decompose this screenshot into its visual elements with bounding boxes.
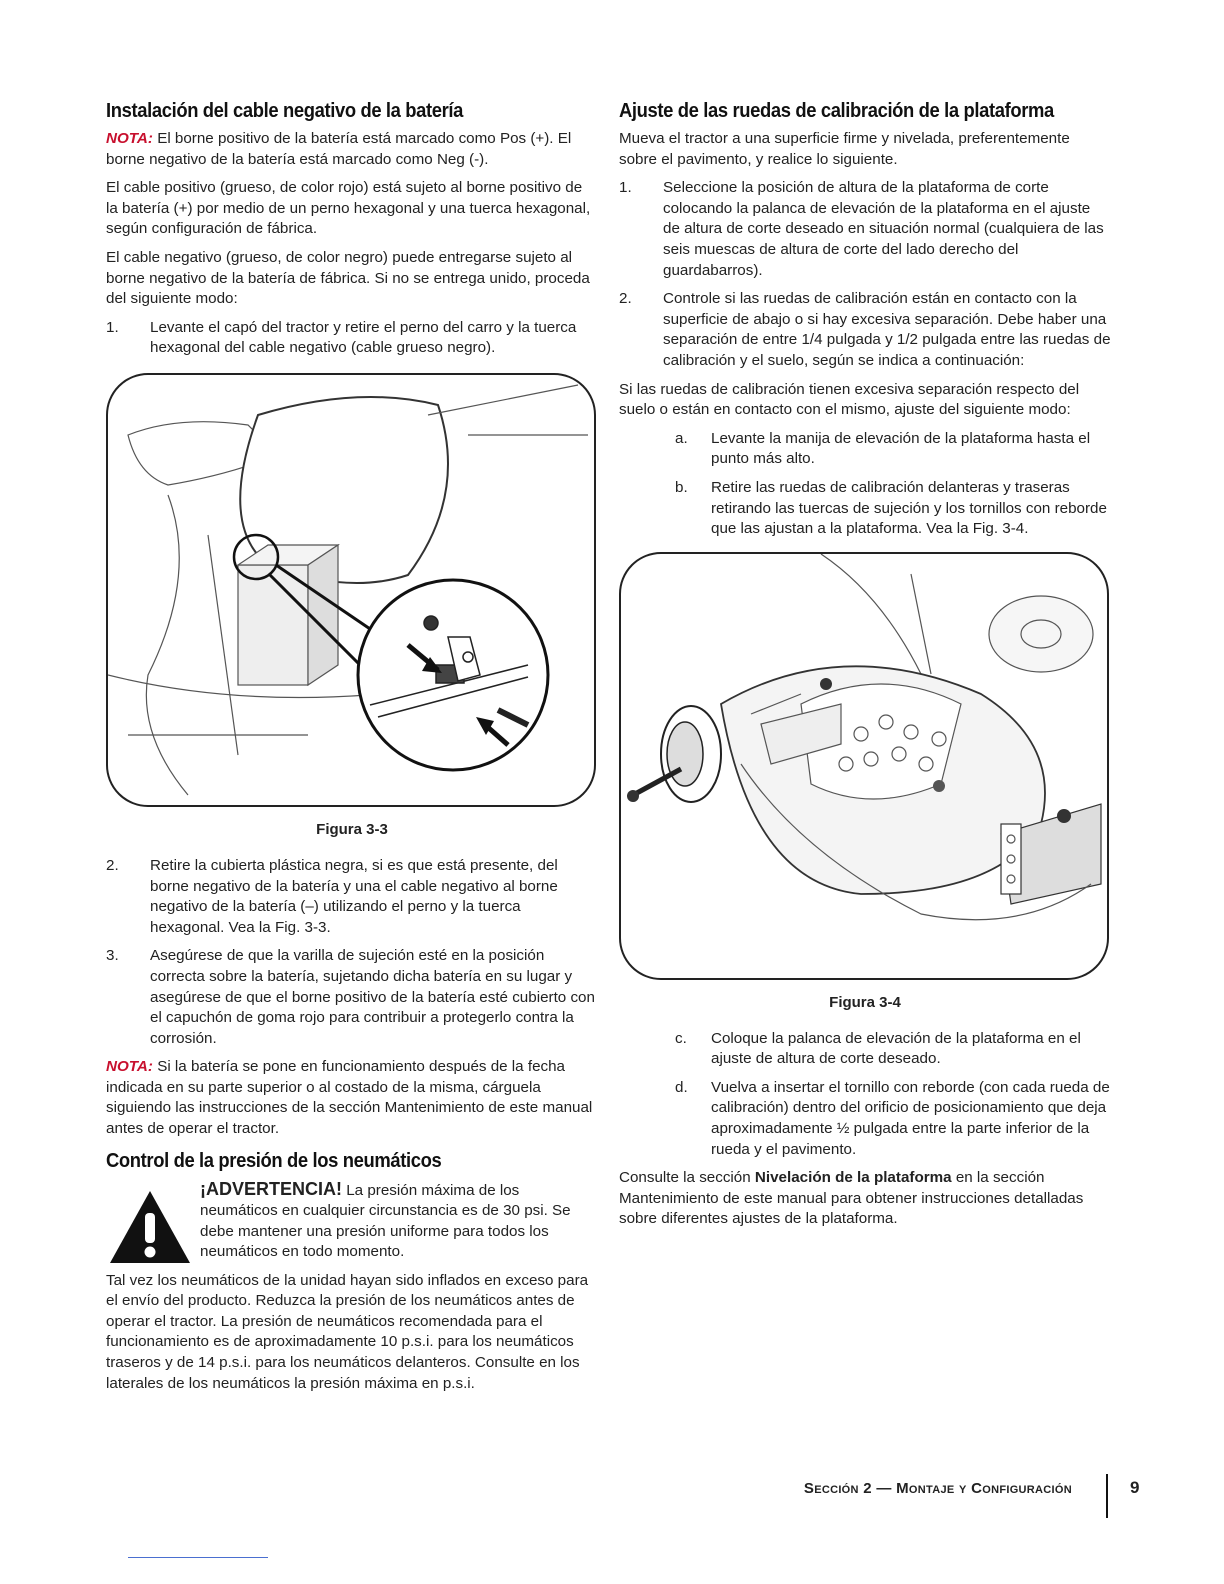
- step-3: [106, 946, 598, 1049]
- step-number: 1.: [106, 318, 119, 336]
- battery-cable-illustration: [108, 375, 594, 805]
- substep-b: [619, 478, 1111, 540]
- step-2: [106, 856, 598, 938]
- step-text: Seleccione la posición de altura de la plataforma de corte colocando la palanca de elevación de la plataforma en el ajuste de altura de corte deseado en situación normal (cualquiera de las seis muescas de altura de corte del lado derecho del guardabarros).: [663, 179, 1104, 279]
- note-text: Si la batería se pone en funcionamiento después de la fecha indicada en su parte superior o al costado de la misma, cárguela siguiendo las instrucciones de la sección Mantenimiento de este manual antes de operar el tractor.: [106, 1058, 593, 1138]
- figure-3-3-caption: Figura 3-3: [316, 820, 388, 838]
- note-battery-charge: [106, 1057, 598, 1139]
- step-number: 2.: [619, 290, 632, 308]
- note-label: NOTA:: [106, 130, 153, 147]
- step-number: 2.: [106, 856, 119, 874]
- page-footer: [0, 1474, 1224, 1514]
- warning-text: [200, 1179, 598, 1263]
- step-1: [106, 318, 598, 359]
- substep-letter: a.: [675, 429, 688, 447]
- paragraph-tire-pressure: Tal vez los neumáticos de la unidad hayan sido inflados en exceso para el envío del producto. Reduzca la presión de los neumáticos antes de operar el tractor. La presión de neumáticos recomendada para el funcionamiento es de aproximadamente 10 p.s.i. para los neumáticos traseros y de 14 p.s.i. para los neumáticos delanteros. Consulte en los laterales de los neumáticos la presión máxima en p.s.i.: [106, 1271, 589, 1392]
- scan-edge-line: [128, 1557, 268, 1558]
- step-text: Asegúrese de que la varilla de sujeción esté en la posición correcta sobre la batería, sujetando dicha batería en su lugar y asegúrese de que el borne positivo de la batería esté cubierto con el capuchón de goma rojo para contribuir a protegerlo contra la corrosión.: [150, 947, 595, 1047]
- substep-letter: c.: [675, 1029, 687, 1047]
- substep-c: [619, 1029, 1111, 1070]
- step-text: Controle si las ruedas de calibración están en contacto con la superficie de abajo o si hay excesiva separación. Debe haber una separación de entre 1/4 pulgada y 1/2 pulgada entre las ruedas de calibración y el suelo, según se indica a continuación:: [663, 290, 1111, 369]
- figure-3-3: [106, 373, 596, 807]
- paragraph-negative-cable: El cable negativo (grueso, de color negro) puede entregarse sujeto al borne negativo de la batería de fábrica. Si no se entrega unido, proceda del siguiente modo:: [106, 248, 590, 308]
- step-number: 3.: [106, 947, 119, 965]
- reference-section-name: Nivelación de la plataforma: [754, 1169, 952, 1187]
- figure-3-4-caption: Figura 3-4: [829, 993, 901, 1011]
- left-column: [106, 100, 598, 1402]
- substep-letter: b.: [675, 478, 688, 496]
- step-text: Levante el capó del tractor y retire el perno del carro y la tuerca hexagonal del cable negativo (cable grueso negro).: [150, 318, 577, 357]
- paragraph-level-surface: Mueva el tractor a una superficie firme y nivelada, preferentemente sobre el pavimento, y realice lo siguiente.: [619, 130, 1070, 168]
- substep-d: [619, 1078, 1111, 1160]
- step-text: Retire la cubierta plástica negra, si es que está presente, del borne negativo de la batería y una el cable negativo al borne negativo de la batería (–) utilizando el perno y la tuerca hexagonal. Vea la Fig. 3-3.: [150, 856, 558, 936]
- warning-block: [106, 1179, 598, 1265]
- note-text: El borne positivo de la batería está marcado como Pos (+). El borne negativo de la batería está marcado como Neg (-).: [106, 130, 572, 168]
- tire-pressure-heading: Control de la presión de los neumáticos: [106, 1149, 442, 1172]
- reference-text-start: Consulte la sección: [619, 1169, 755, 1187]
- page-number: 9: [1130, 1478, 1140, 1497]
- substep-a: [619, 429, 1111, 470]
- note-battery-terminals: [106, 129, 598, 170]
- substep-text: Coloque la palanca de elevación de la plataforma en el ajuste de altura de corte deseado.: [711, 1029, 1081, 1068]
- reference-text-end: en la sección Mantenimiento de este manual para obtener instrucciones detalladas sobre diferentes ajustes de la plataforma.: [619, 1169, 1084, 1228]
- step-1: [619, 178, 1111, 281]
- warning-title: ¡ADVERTENCIA!: [200, 1178, 342, 1199]
- warning-body: La presión máxima de los neumáticos en cualquier circunstancia es de 30 psi. Se debe mantener una presión uniforme para todos los neumáticos en todo momento.: [200, 1181, 571, 1261]
- paragraph-positive-cable: El cable positivo (grueso, de color rojo) está sujeto al borne positivo de la batería (+) por medio de un perno hexagonal y una tuerca hexagonal, según configuración de fábrica.: [106, 179, 591, 238]
- footer-section-title: Sección 2 — Montaje y Configuración: [803, 1480, 1072, 1497]
- battery-cable-heading: Instalación del cable negativo de la batería: [106, 100, 464, 122]
- warning-triangle-icon: [108, 1189, 192, 1265]
- paragraph-adjust: Si las ruedas de calibración tienen excesiva separación respecto del suelo o están en contacto con el mismo, ajuste del siguiente modo:: [619, 380, 1080, 419]
- paragraph-reference: [619, 1168, 1111, 1230]
- right-column: [619, 100, 1111, 1238]
- step-2: [619, 289, 1111, 371]
- gauge-wheels-heading: Ajuste de las ruedas de calibración de la plataforma: [619, 100, 1054, 122]
- note-label: NOTA:: [106, 1058, 153, 1076]
- substep-text: Retire las ruedas de calibración delanteras y traseras retirando las tuercas de sujeción y los tornillos con reborde que las ajustan a la plataforma. Vea la Fig. 3-4.: [711, 478, 1107, 538]
- footer-divider: [1106, 1474, 1108, 1518]
- substep-letter: d.: [675, 1078, 688, 1096]
- substep-text: Levante la manija de elevación de la plataforma hasta el punto más alto.: [711, 429, 1091, 468]
- substep-text: Vuelva a insertar el tornillo con reborde (con cada rueda de calibración) dentro del orificio de posicionamiento que deja aproximadamente ½ pulgada entre la parte inferior de la rueda y el pavimento.: [711, 1078, 1110, 1158]
- step-number: 1.: [619, 179, 632, 197]
- gauge-wheel-illustration: [621, 554, 1107, 978]
- figure-3-4: [619, 552, 1109, 980]
